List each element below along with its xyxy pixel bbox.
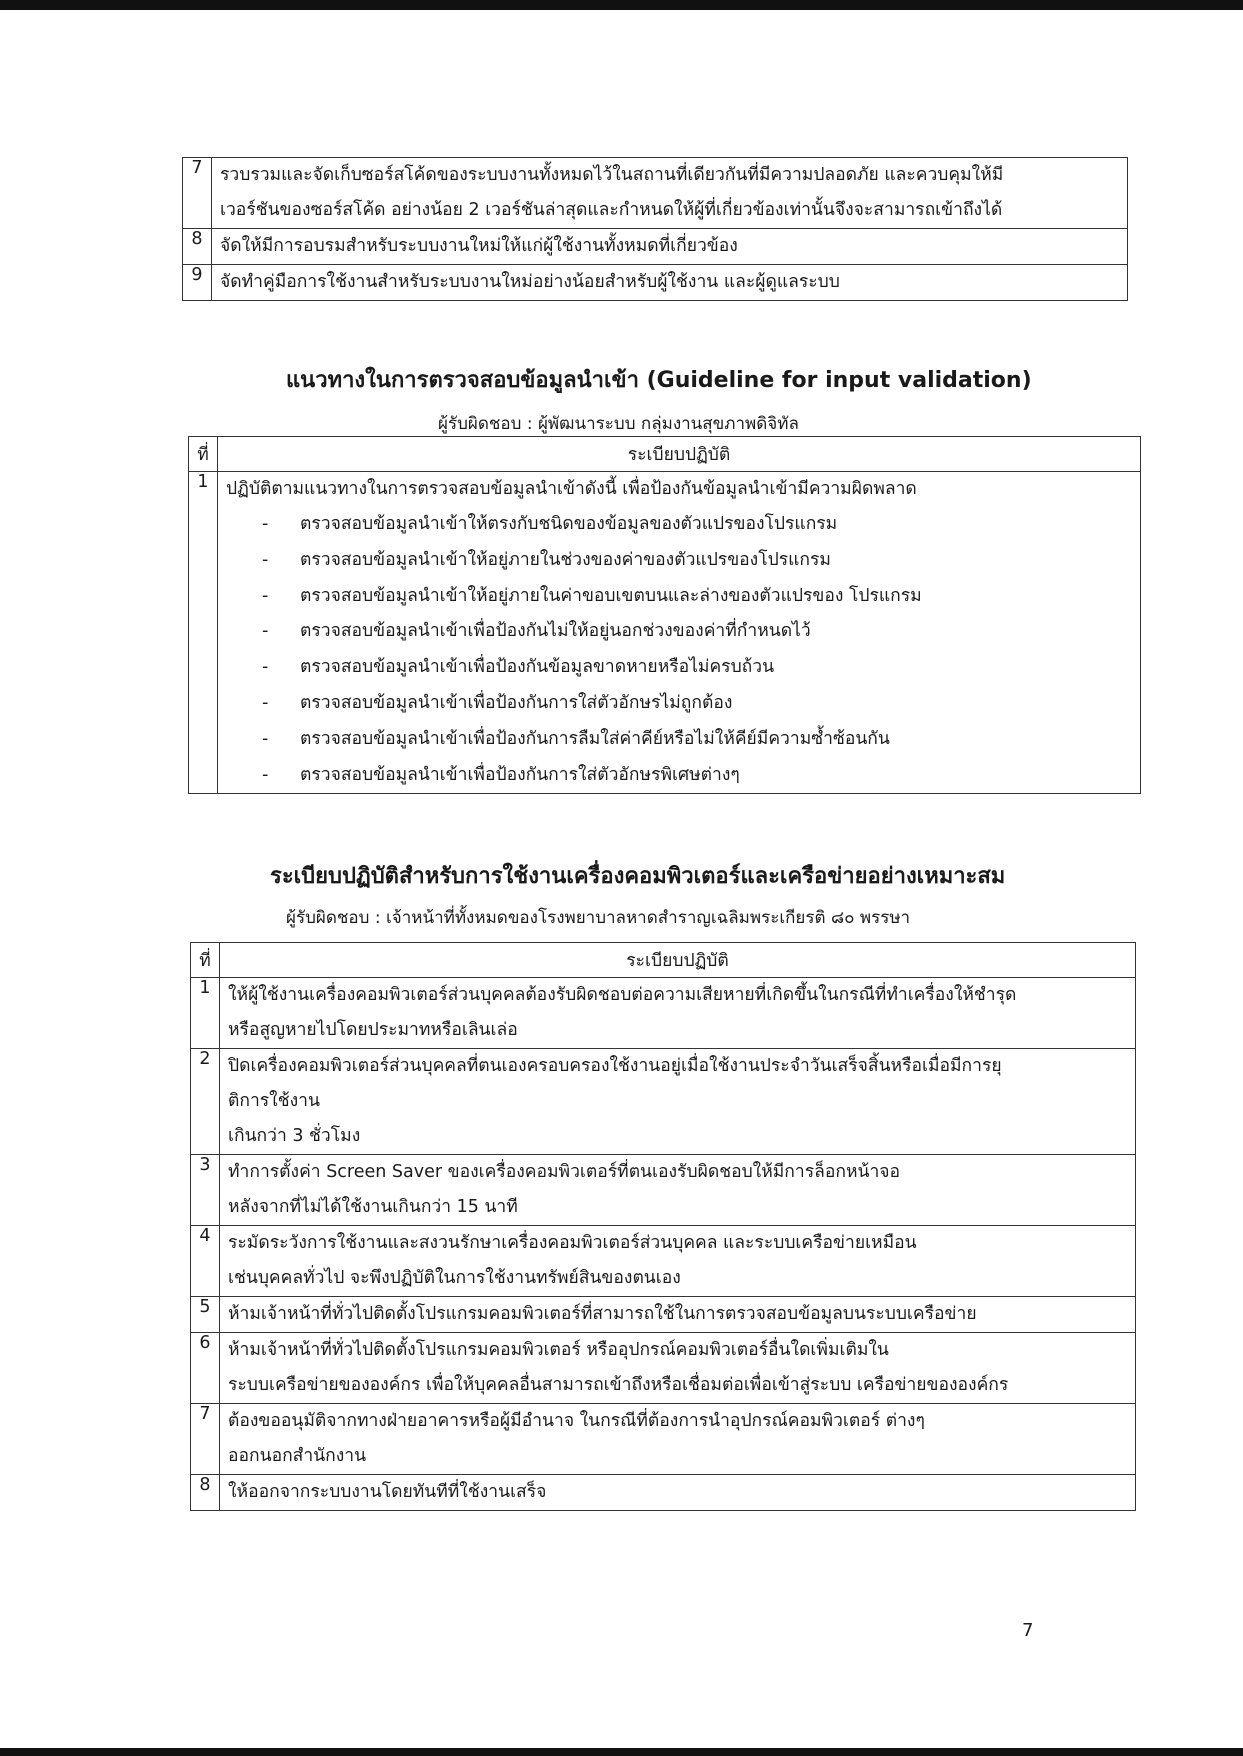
header-number: ที่ <box>191 943 220 978</box>
row-text <box>220 1404 1136 1475</box>
bullet-text: ตรวจสอบข้อมูลนำเข้าเพื่อป้องกันการใส่ตัวอักษรไม่ถูกต้อง <box>300 692 733 713</box>
row-text <box>212 158 1128 229</box>
bullet-item <box>226 507 1132 543</box>
scan-bottom-edge <box>0 1748 1243 1756</box>
row-text <box>220 1475 1136 1511</box>
row-line: ปิดเครื่องคอมพิวเตอร์ส่วนบุคคลที่ตนเองครอบครองใช้งานอยู่เมื่อใช้งานประจำวันเสร็จสิ้นหรือเมื่อมีการยุ <box>228 1056 1002 1076</box>
row-number: 8 <box>191 1475 220 1511</box>
row-number: 7 <box>183 158 212 229</box>
bullet-item <box>226 579 1132 615</box>
row-text <box>220 1155 1136 1226</box>
row-text <box>220 1333 1136 1404</box>
bullet-text: ตรวจสอบข้อมูลนำเข้าให้ตรงกับชนิดของข้อมูลของตัวแปรของโปรแกรม <box>300 514 838 534</box>
bullet-dash: - <box>262 657 269 678</box>
row-intro: ปฏิบัติตามแนวทางในการตรวจสอบข้อมูลนำเข้าดังนี้ เพื่อป้องกันข้อมูลนำเข้ามีความผิดพลาด <box>226 479 917 499</box>
row-line: จัดทำคู่มือการใช้งานสำหรับระบบงานใหม่อย่างน้อยสำหรับผู้ใช้งาน และผู้ดูแลระบบ <box>220 272 840 292</box>
scan-top-edge <box>0 0 1243 10</box>
section1-responsible: ผู้รับผิดชอบ : ผู้พัฒนาระบบ กลุ่มงานสุขภาพดิจิทัล <box>438 414 799 434</box>
row-line: ติการใช้งาน <box>228 1091 320 1111</box>
row-line: ระมัดระวังการใช้งานและสงวนรักษาเครื่องคอมพิวเตอร์ส่วนบุคคล และระบบเครือข่ายเหมือน <box>228 1233 917 1253</box>
table-row <box>183 158 1128 229</box>
row-line: เช่นบุคคลทั่วไป จะพึงปฏิบัติในการใช้งานทรัพย์สินของตนเอง <box>228 1268 681 1288</box>
bullet-item <box>226 722 1132 758</box>
bullet-text: ตรวจสอบข้อมูลนำเข้าเพื่อป้องกันการลืมใส่ค่าคีย์หรือไม่ให้คีย์มีความซ้ำซ้อนกัน <box>300 728 890 749</box>
row-line: ห้ามเจ้าหน้าที่ทั่วไปติดตั้งโปรแกรมคอมพิวเตอร์ หรืออุปกรณ์คอมพิวเตอร์อื่นใดเพิ่มเติมใน <box>228 1340 889 1360</box>
row-line: ห้ามเจ้าหน้าที่ทั่วไปติดตั้งโปรแกรมคอมพิวเตอร์ที่สามารถใช้ในการตรวจสอบข้อมูลบนระบบเครือข่าย <box>228 1304 977 1324</box>
row-line: ออกนอกสำนักงาน <box>228 1446 367 1466</box>
table-row <box>191 978 1136 1049</box>
row-number: 3 <box>191 1155 220 1226</box>
row-line: หรือสูญหายไปโดยประมาทหรือเลินเล่อ <box>228 1020 518 1040</box>
row-number: 9 <box>183 265 212 301</box>
computer-usage-table <box>190 942 1136 1511</box>
bullet-item <box>226 650 1132 686</box>
row-line: เวอร์ชันของซอร์สโค้ด อย่างน้อย 2 เวอร์ชันล่าสุดและกำหนดให้ผู้ที่เกี่ยวข้องเท่านั้นจึงจะสามารถเข้าถึงได้ <box>220 200 1003 220</box>
header-number: ที่ <box>189 437 218 472</box>
bullet-dash: - <box>262 692 269 713</box>
row-text <box>220 1297 1136 1333</box>
row-text <box>220 1226 1136 1297</box>
row-number: 4 <box>191 1226 220 1297</box>
page-number: 7 <box>1022 1620 1034 1641</box>
bullet-dash: - <box>262 585 269 606</box>
row-line: จัดให้มีการอบรมสำหรับระบบงานใหม่ให้แก่ผู้ใช้งานทั้งหมดที่เกี่ยวข้อง <box>220 236 738 256</box>
header-text: ระเบียบปฏิบัติ <box>218 437 1141 472</box>
input-validation-table <box>188 436 1141 794</box>
section2-responsible: ผู้รับผิดชอบ : เจ้าหน้าที่ทั้งหมดของโรงพยาบาลหาดสำราญเฉลิมพระเกียรติ ๘๐ พรรษา <box>286 908 911 928</box>
bullet-item <box>226 614 1132 650</box>
row-line: หลังจากที่ไม่ได้ใช้งานเกินกว่า 15 นาที <box>228 1197 518 1217</box>
row-text <box>220 978 1136 1049</box>
row-text <box>218 472 1141 794</box>
row-number: 7 <box>191 1404 220 1475</box>
table-row <box>191 1297 1136 1333</box>
table-header-row <box>191 943 1136 978</box>
row-line: รวบรวมและจัดเก็บซอร์สโค้ดของระบบงานทั้งหมดไว้ในสถานที่เดียวกันที่มีความปลอดภัย และควบคุมให้มี <box>220 165 1004 185</box>
bullet-text: ตรวจสอบข้อมูลนำเข้าให้อยู่ภายในช่วงของค่าของตัวแปรของโปรแกรม <box>300 549 831 570</box>
table-row <box>191 1226 1136 1297</box>
table-row <box>191 1049 1136 1155</box>
table-row <box>183 229 1128 265</box>
bullet-item <box>226 686 1132 722</box>
bullet-text: ตรวจสอบข้อมูลนำเข้าให้อยู่ภายในค่าขอบเขตบนและล่างของตัวแปรของ โปรแกรม <box>300 585 922 606</box>
table-row <box>191 1475 1136 1511</box>
row-line: ทำการตั้งค่า Screen Saver ของเครื่องคอมพิวเตอร์ที่ตนเองรับผิดชอบให้มีการล็อกหน้าจอ <box>228 1162 901 1182</box>
table-row <box>189 472 1141 794</box>
row-number: 1 <box>189 472 218 794</box>
table-row <box>191 1155 1136 1226</box>
bullet-dash: - <box>262 549 269 570</box>
bullet-item <box>226 758 1132 794</box>
table-row <box>191 1333 1136 1404</box>
section2-title: ระเบียบปฏิบัติสำหรับการใช้งานเครื่องคอมพิวเตอร์และเครือข่ายอย่างเหมาะสม <box>270 864 1006 889</box>
bullet-item <box>226 543 1132 579</box>
row-line: ให้ออกจากระบบงานโดยทันทีที่ใช้งานเสร็จ <box>228 1482 547 1502</box>
table-row <box>183 265 1128 301</box>
row-text <box>212 229 1128 265</box>
row-line: ต้องขออนุมัติจากทางฝ่ายอาคารหรือผู้มีอำนาจ ในกรณีที่ต้องการนำอุปกรณ์คอมพิวเตอร์ ต่างๆ <box>228 1411 925 1431</box>
table-row <box>191 1404 1136 1475</box>
row-text <box>212 265 1128 301</box>
row-number: 8 <box>183 229 212 265</box>
table-header-row <box>189 437 1141 472</box>
row-number: 1 <box>191 978 220 1049</box>
bullet-text: ตรวจสอบข้อมูลนำเข้าเพื่อป้องกันข้อมูลขาดหายหรือไม่ครบถ้วน <box>300 657 775 678</box>
bullet-dash: - <box>262 728 269 749</box>
row-number: 5 <box>191 1297 220 1333</box>
bullet-dash: - <box>262 514 269 534</box>
section1-title: แนวทางในการตรวจสอบข้อมูลนำเข้า (Guideline for input validation) <box>286 368 1032 393</box>
header-text: ระเบียบปฏิบัติ <box>220 943 1136 978</box>
top-table <box>182 157 1128 301</box>
row-line: ระบบเครือข่ายขององค์กร เพื่อให้บุคคลอื่นสามารถเข้าถึงหรือเชื่อมต่อเพื่อเข้าสู่ระบบ เครือข่ายขององค์กร <box>228 1375 1009 1395</box>
bullet-dash: - <box>262 764 269 785</box>
row-line: ให้ผู้ใช้งานเครื่องคอมพิวเตอร์ส่วนบุคคลต้องรับผิดชอบต่อความเสียหายที่เกิดขึ้นในกรณีที่ทำเครื่องให้ชำรุด <box>228 985 1017 1005</box>
row-line: เกินกว่า 3 ชั่วโมง <box>228 1126 361 1146</box>
row-number: 2 <box>191 1049 220 1155</box>
bullet-text: ตรวจสอบข้อมูลนำเข้าเพื่อป้องกันการใส่ตัวอักษรพิเศษต่างๆ <box>300 764 740 785</box>
bullet-text: ตรวจสอบข้อมูลนำเข้าเพื่อป้องกันไม่ให้อยู่นอกช่วงของค่าที่กำหนดไว้ <box>300 621 811 642</box>
bullet-dash: - <box>262 621 269 642</box>
row-number: 6 <box>191 1333 220 1404</box>
row-text <box>220 1049 1136 1155</box>
